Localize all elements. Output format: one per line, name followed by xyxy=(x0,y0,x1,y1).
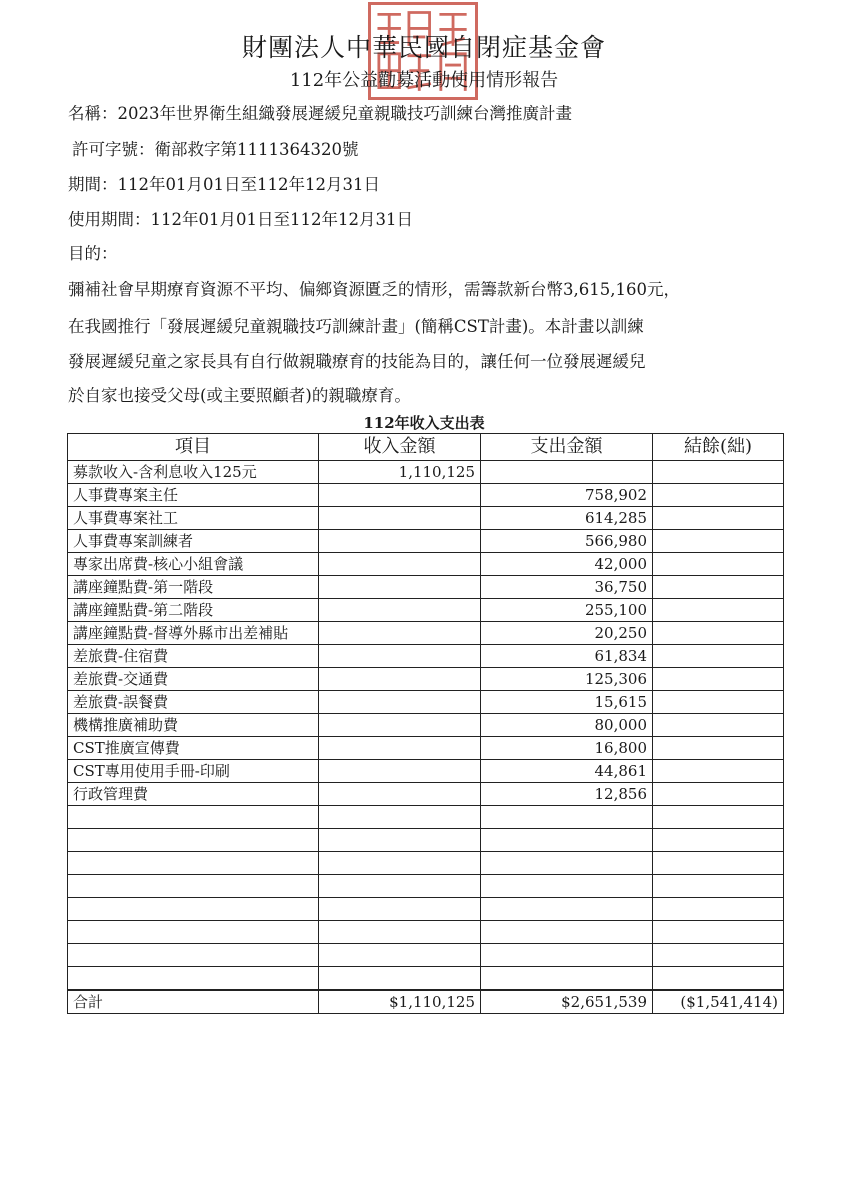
empty-row xyxy=(68,806,784,829)
table-row xyxy=(68,783,784,806)
cell-income: 1,110,125 xyxy=(319,461,481,484)
empty-cell xyxy=(481,921,653,944)
cell-expense: 15,615 xyxy=(481,691,653,714)
cell-item: 差旅費-誤餐費 xyxy=(68,691,319,714)
empty-cell xyxy=(653,852,784,875)
cell-item: 人事費專案社工 xyxy=(68,507,319,530)
purpose-line: 彌補社會早期療育資源不平均、偏鄉資源匱乏的情形，需籌款新台幣3,615,160元， xyxy=(68,280,680,299)
empty-cell xyxy=(68,829,319,852)
empty-cell xyxy=(68,806,319,829)
table-row xyxy=(68,576,784,599)
cell-income xyxy=(319,576,481,599)
cell-item: 講座鐘點費-督導外縣市出差補貼 xyxy=(68,622,319,645)
cell-item: 募款收入-含利息收入125元 xyxy=(68,461,319,484)
table-row xyxy=(68,737,784,760)
empty-cell xyxy=(653,898,784,921)
cell-expense: 61,834 xyxy=(481,645,653,668)
cell-balance xyxy=(653,714,784,737)
cell-income xyxy=(319,622,481,645)
purpose-label: 目的： xyxy=(68,244,118,263)
cell-item: 人事費專案訓練者 xyxy=(68,530,319,553)
empty-cell xyxy=(68,944,319,967)
cell-expense: 44,861 xyxy=(481,760,653,783)
empty-cell xyxy=(481,898,653,921)
total-label: 合計 xyxy=(68,990,319,1014)
cell-income xyxy=(319,599,481,622)
cell-item: 差旅費-住宿費 xyxy=(68,645,319,668)
cell-income xyxy=(319,530,481,553)
org-title: 財團法人中華民國自閉症基金會 xyxy=(241,33,606,62)
cell-balance xyxy=(653,737,784,760)
empty-cell xyxy=(319,829,481,852)
header-income: 收入金額 xyxy=(319,434,481,461)
table-row xyxy=(68,599,784,622)
cell-item: 機構推廣補助費 xyxy=(68,714,319,737)
cell-item: 講座鐘點費-第二階段 xyxy=(68,599,319,622)
cell-balance xyxy=(653,783,784,806)
project-name: 名稱：2023年世界衛生組織發展遲緩兒童親職技巧訓練台灣推廣計畫 xyxy=(68,104,572,123)
empty-cell xyxy=(319,875,481,898)
header-expense: 支出金額 xyxy=(481,434,653,461)
empty-cell xyxy=(68,852,319,875)
cell-expense: 80,000 xyxy=(481,714,653,737)
table-row xyxy=(68,622,784,645)
total-income: $1,110,125 xyxy=(319,990,481,1014)
empty-cell xyxy=(68,967,319,991)
empty-row xyxy=(68,875,784,898)
total-balance: ($1,541,414) xyxy=(653,990,784,1014)
cell-expense: 42,000 xyxy=(481,553,653,576)
cell-item: 專家出席費-核心小組會議 xyxy=(68,553,319,576)
income-expense-table xyxy=(67,433,784,1014)
empty-cell xyxy=(653,806,784,829)
empty-row xyxy=(68,829,784,852)
cell-item: 人事費專案主任 xyxy=(68,484,319,507)
empty-cell xyxy=(319,898,481,921)
permit-number: 許可字號：衛部救字第1111364320號 xyxy=(72,140,359,159)
empty-cell xyxy=(68,921,319,944)
cell-expense xyxy=(481,461,653,484)
cell-balance xyxy=(653,622,784,645)
cell-balance xyxy=(653,668,784,691)
table-row xyxy=(68,484,784,507)
empty-row xyxy=(68,898,784,921)
cell-balance xyxy=(653,760,784,783)
table-row xyxy=(68,461,784,484)
empty-row xyxy=(68,921,784,944)
cell-item: CST推廣宣傳費 xyxy=(68,737,319,760)
cell-item: 差旅費-交通費 xyxy=(68,668,319,691)
empty-cell xyxy=(481,852,653,875)
empty-cell xyxy=(653,875,784,898)
empty-cell xyxy=(319,852,481,875)
header-balance: 結餘(絀) xyxy=(653,434,784,461)
empty-cell xyxy=(481,829,653,852)
cell-income xyxy=(319,714,481,737)
empty-cell xyxy=(319,806,481,829)
total-row xyxy=(68,990,784,1014)
table-row xyxy=(68,668,784,691)
cell-expense: 16,800 xyxy=(481,737,653,760)
cell-balance xyxy=(653,507,784,530)
cell-expense: 255,100 xyxy=(481,599,653,622)
empty-cell xyxy=(68,898,319,921)
cell-income xyxy=(319,691,481,714)
cell-balance xyxy=(653,461,784,484)
cell-expense: 758,902 xyxy=(481,484,653,507)
table-header-row xyxy=(68,434,784,461)
table-row xyxy=(68,553,784,576)
table-row xyxy=(68,530,784,553)
cell-balance xyxy=(653,484,784,507)
table-row xyxy=(68,645,784,668)
table-body xyxy=(68,461,784,1014)
cell-balance xyxy=(653,530,784,553)
cell-balance xyxy=(653,645,784,668)
empty-cell xyxy=(481,967,653,991)
empty-cell xyxy=(653,829,784,852)
table-title: 112年收入支出表 xyxy=(363,414,485,432)
empty-cell xyxy=(319,944,481,967)
empty-cell xyxy=(653,967,784,991)
table-row xyxy=(68,714,784,737)
cell-income xyxy=(319,668,481,691)
cell-income xyxy=(319,760,481,783)
cell-expense: 36,750 xyxy=(481,576,653,599)
empty-cell xyxy=(68,875,319,898)
cell-income xyxy=(319,645,481,668)
cell-income xyxy=(319,507,481,530)
cell-expense: 20,250 xyxy=(481,622,653,645)
cell-balance xyxy=(653,691,784,714)
cell-income xyxy=(319,737,481,760)
empty-cell xyxy=(481,875,653,898)
empty-cell xyxy=(481,806,653,829)
cell-expense: 566,980 xyxy=(481,530,653,553)
use-period: 使用期間：112年01月01日至112年12月31日 xyxy=(68,210,413,229)
cell-balance xyxy=(653,553,784,576)
report-title: 112年公益勸募活動使用情形報告 xyxy=(289,70,559,91)
empty-cell xyxy=(319,967,481,991)
cell-item: CST專用使用手冊-印刷 xyxy=(68,760,319,783)
purpose-line: 發展遲緩兒童之家長具有自行做親職療育的技能為目的，讓任何一位發展遲緩兒 xyxy=(68,352,646,371)
empty-row xyxy=(68,967,784,991)
table-row xyxy=(68,691,784,714)
empty-cell xyxy=(481,944,653,967)
cell-balance xyxy=(653,576,784,599)
cell-expense: 12,856 xyxy=(481,783,653,806)
cell-item: 講座鐘點費-第一階段 xyxy=(68,576,319,599)
empty-cell xyxy=(319,921,481,944)
cell-expense: 125,306 xyxy=(481,668,653,691)
empty-cell xyxy=(653,944,784,967)
total-expense: $2,651,539 xyxy=(481,990,653,1014)
table-row xyxy=(68,760,784,783)
empty-cell xyxy=(653,921,784,944)
cell-expense: 614,285 xyxy=(481,507,653,530)
empty-row xyxy=(68,944,784,967)
cell-balance xyxy=(653,599,784,622)
table-row xyxy=(68,507,784,530)
cell-item: 行政管理費 xyxy=(68,783,319,806)
purpose-line: 於自家也接受父母(或主要照顧者)的親職療育。 xyxy=(68,386,411,405)
cell-income xyxy=(319,783,481,806)
cell-income xyxy=(319,553,481,576)
period: 期間：112年01月01日至112年12月31日 xyxy=(68,175,380,194)
header-item: 項目 xyxy=(68,434,319,461)
empty-row xyxy=(68,852,784,875)
purpose-line: 在我國推行「發展遲緩兒童親職技巧訓練計畫」(簡稱CST計畫)。本計畫以訓練 xyxy=(68,317,644,336)
cell-income xyxy=(319,484,481,507)
